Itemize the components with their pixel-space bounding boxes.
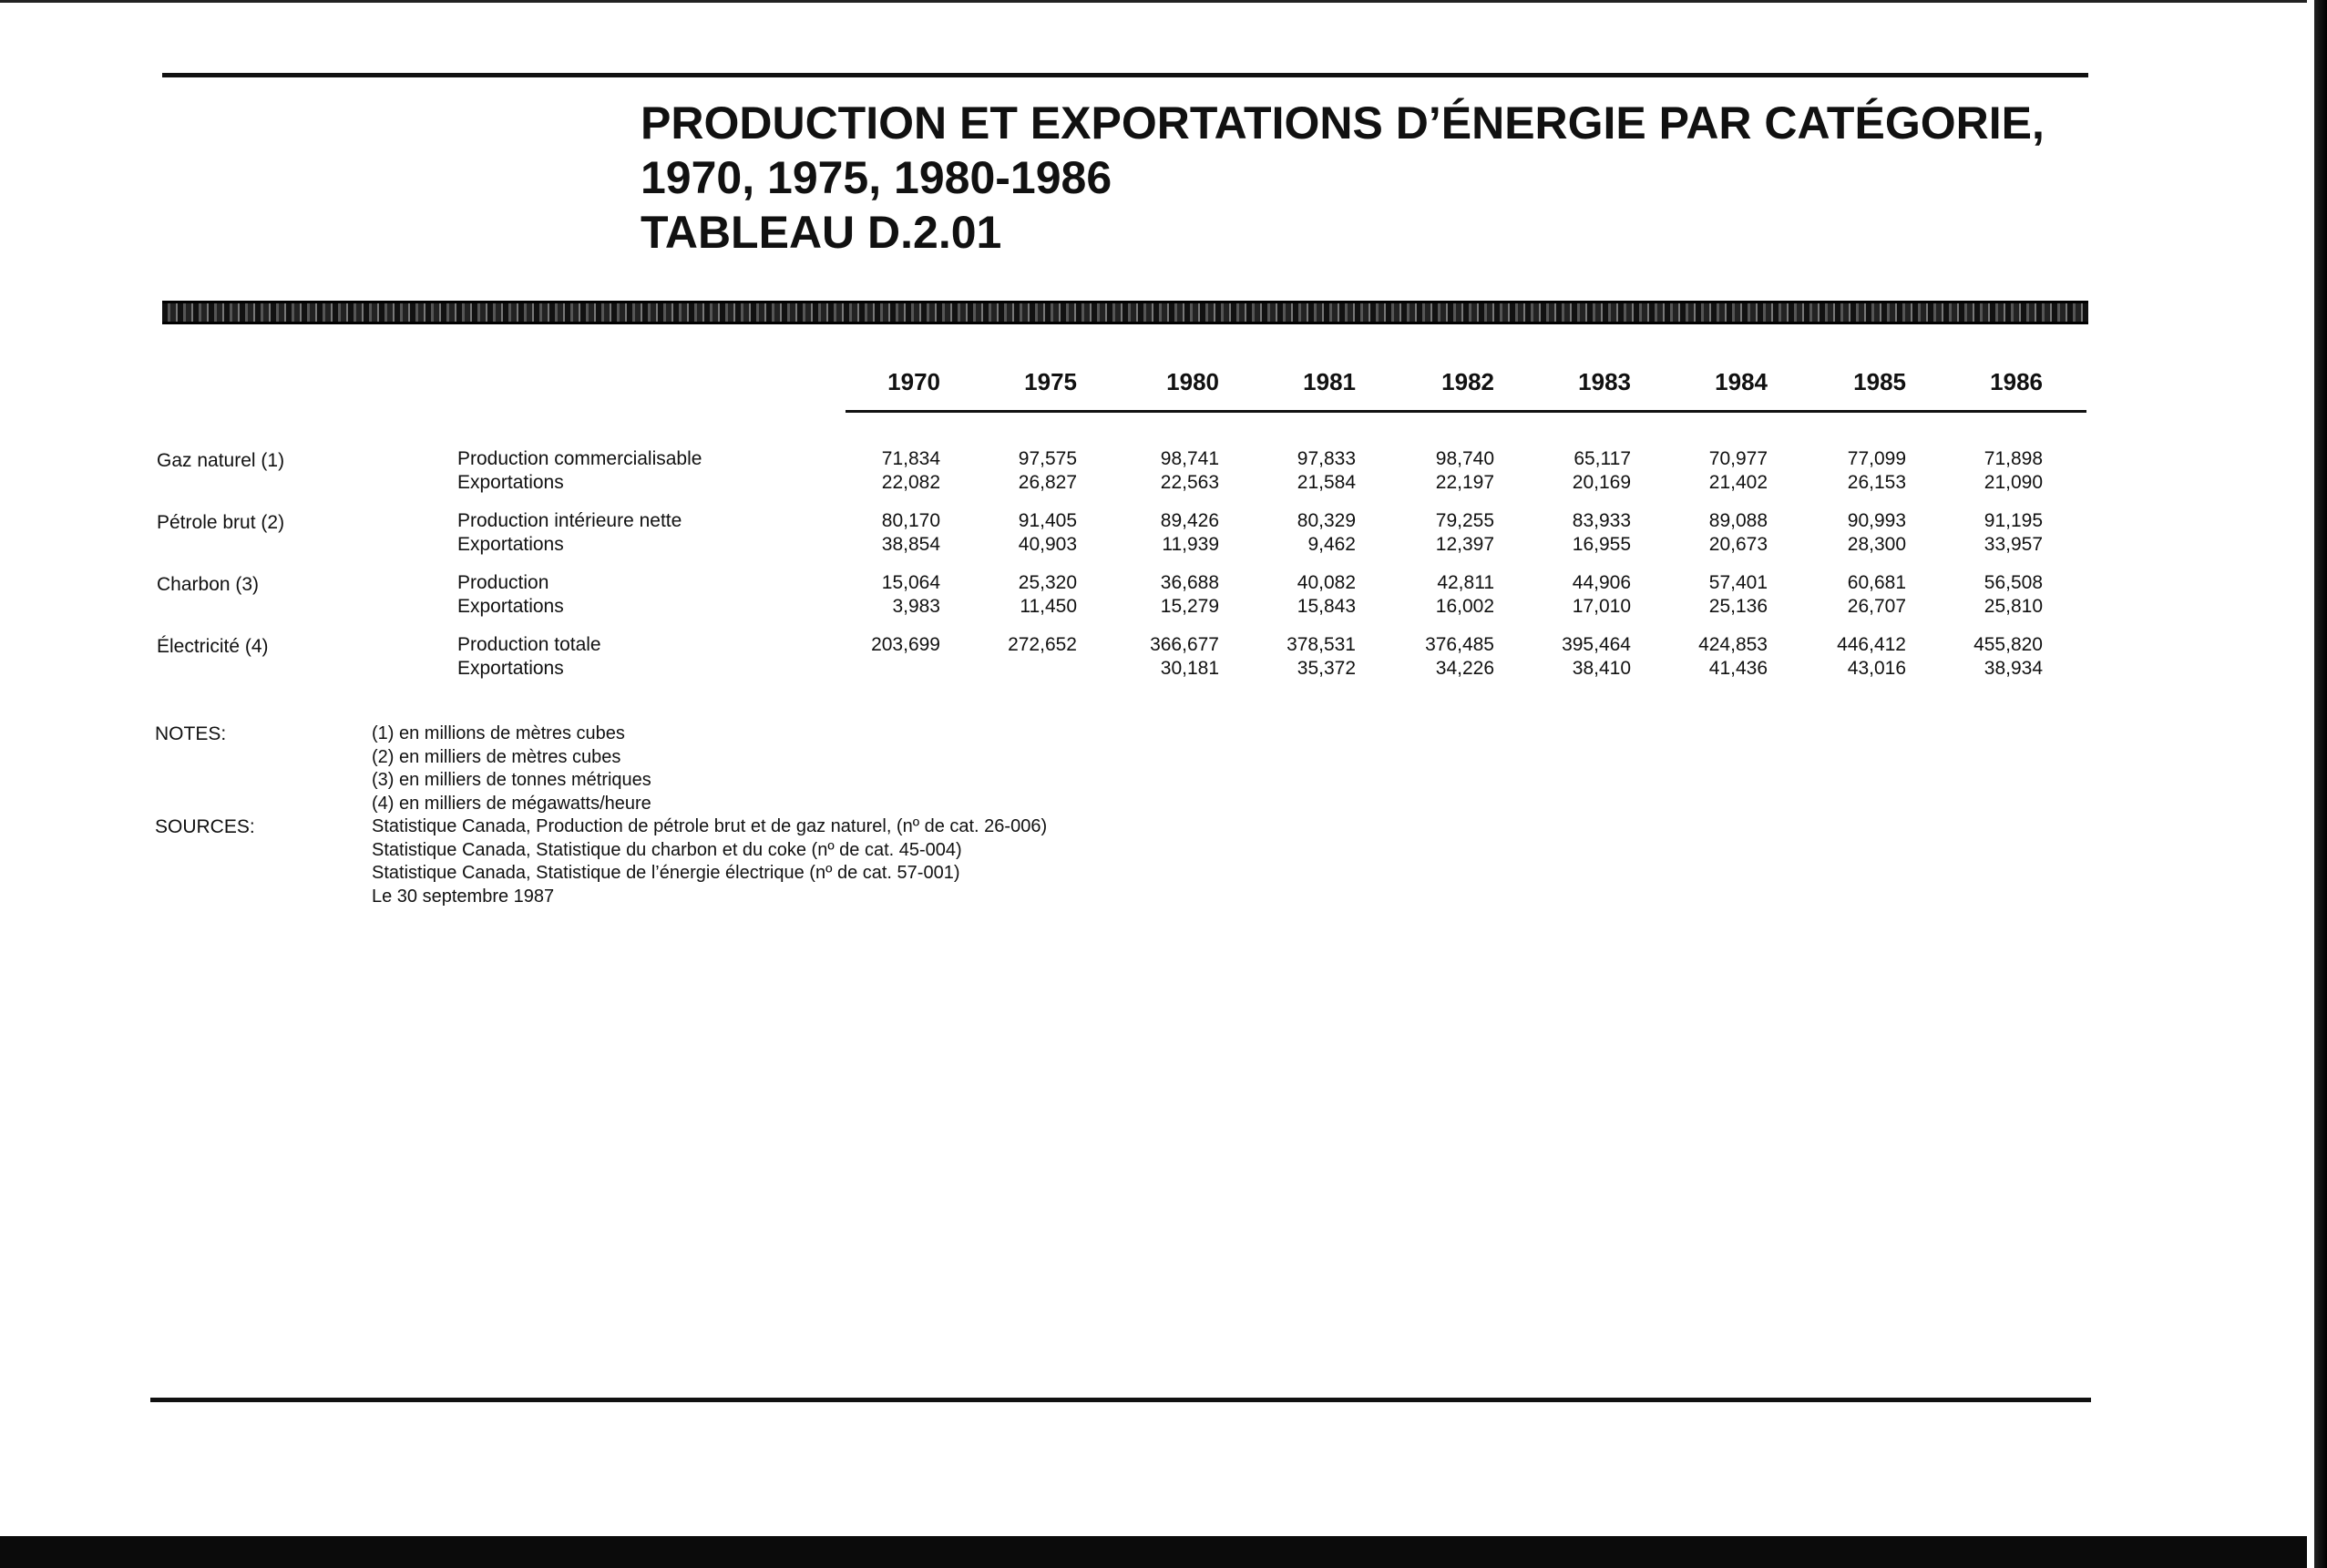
table-cell: 15,843 <box>1297 596 1356 617</box>
scan-bottom-bar <box>0 1536 2327 1568</box>
table-cell: 26,827 <box>1018 472 1077 493</box>
row-category: Gaz naturel (1) <box>157 450 285 471</box>
table-cell: 38,934 <box>1984 658 2043 679</box>
table-cell: 395,464 <box>1562 634 1631 655</box>
table-cell: 424,853 <box>1698 634 1768 655</box>
table-cell: 11,939 <box>1162 534 1219 555</box>
table-cell: 15,279 <box>1160 596 1219 617</box>
year-header: 1985 <box>1853 368 1906 395</box>
table-cell: 89,426 <box>1160 510 1219 531</box>
table-cell: 44,906 <box>1572 572 1631 593</box>
row-category: Charbon (3) <box>157 574 260 595</box>
title-line-3: TABLEAU D.2.01 <box>641 207 1002 258</box>
year-header: 1984 <box>1715 368 1768 395</box>
table-cell: 77,099 <box>1847 448 1906 469</box>
source-line: Le 30 septembre 1987 <box>372 886 555 907</box>
table-cell: 36,688 <box>1160 572 1219 593</box>
table-cell: 34,226 <box>1435 658 1494 679</box>
table-cell: 15,064 <box>881 572 940 593</box>
table-cell: 83,933 <box>1572 510 1631 531</box>
table-cell: 366,677 <box>1150 634 1219 655</box>
table-cell: 40,082 <box>1297 572 1356 593</box>
table-cell: 203,699 <box>871 634 940 655</box>
table-cell: 38,854 <box>881 534 940 555</box>
table-cell: 11,450 <box>1020 596 1077 617</box>
title-line-1: PRODUCTION ET EXPORTATIONS D’ÉNERGIE PAR CATÉGORIE, <box>641 97 2045 149</box>
table-cell: 446,412 <box>1837 634 1906 655</box>
table-cell: 65,117 <box>1574 448 1631 469</box>
year-header: 1980 <box>1166 368 1219 395</box>
table-cell: 12,397 <box>1435 534 1494 555</box>
table-cell: 28,300 <box>1847 534 1906 555</box>
table-cell: 56,508 <box>1984 572 2043 593</box>
table-cell: 42,811 <box>1437 572 1494 593</box>
table-cell: 57,401 <box>1708 572 1768 593</box>
row-category: Pétrole brut (2) <box>157 512 285 533</box>
source-line: Statistique Canada, Statistique de l’énergie électrique (nº de cat. 57-001) <box>372 863 960 883</box>
table-cell: 70,977 <box>1708 448 1768 469</box>
year-header: 1983 <box>1578 368 1631 395</box>
year-header: 1975 <box>1024 368 1077 395</box>
table-cell: 90,993 <box>1847 510 1906 531</box>
note-line: (1) en millions de mètres cubes <box>372 723 625 743</box>
notes-label: NOTES: <box>155 723 227 744</box>
note-line: (2) en milliers de mètres cubes <box>372 746 621 767</box>
table-cell: 43,016 <box>1847 658 1906 679</box>
table-cell: 3,983 <box>892 596 940 617</box>
table-cell: 16,955 <box>1572 534 1631 555</box>
table-cell: 97,575 <box>1018 448 1077 469</box>
table-cell: 91,195 <box>1984 510 2043 531</box>
table-cell: 21,090 <box>1984 472 2043 493</box>
table-cell: 22,082 <box>881 472 940 493</box>
table-cell: 40,903 <box>1018 534 1077 555</box>
year-header: 1970 <box>887 368 940 395</box>
row-label: Production intérieure nette <box>457 510 682 531</box>
row-label: Exportations <box>457 658 564 679</box>
table-cell: 98,741 <box>1160 448 1219 469</box>
table-cell: 38,410 <box>1572 658 1631 679</box>
table-cell: 25,136 <box>1708 596 1768 617</box>
table-cell: 20,673 <box>1708 534 1768 555</box>
table-cell: 60,681 <box>1847 572 1906 593</box>
scan-right-edge <box>2307 0 2327 1568</box>
page-top-edge <box>0 0 2327 3</box>
year-header: 1981 <box>1303 368 1356 395</box>
source-line: Statistique Canada, Production de pétrole brut et de gaz naturel, (nº de cat. 26-006) <box>372 816 1048 836</box>
table-cell: 79,255 <box>1435 510 1494 531</box>
sources-label: SOURCES: <box>155 816 255 837</box>
table-cell: 9,462 <box>1307 534 1356 555</box>
table-cell: 378,531 <box>1287 634 1356 655</box>
row-label: Production <box>457 572 549 593</box>
header-band <box>162 301 2088 324</box>
table-cell: 20,169 <box>1572 472 1631 493</box>
table-cell: 21,584 <box>1297 472 1356 493</box>
table-cell: 22,197 <box>1435 472 1494 493</box>
table-cell: 80,170 <box>881 510 940 531</box>
table-cell: 71,898 <box>1984 448 2043 469</box>
row-label: Exportations <box>457 472 564 493</box>
title-line-2: 1970, 1975, 1980-1986 <box>641 152 1112 203</box>
table-cell: 71,834 <box>881 448 940 469</box>
table-cell: 98,740 <box>1435 448 1494 469</box>
table-cell: 91,405 <box>1018 510 1077 531</box>
table-cell: 41,436 <box>1708 658 1768 679</box>
table-cell: 89,088 <box>1708 510 1768 531</box>
table-cell: 272,652 <box>1008 634 1077 655</box>
table-cell: 35,372 <box>1297 658 1356 679</box>
bottom-rule <box>150 1398 2091 1402</box>
row-label: Production totale <box>457 634 601 655</box>
table-cell: 97,833 <box>1297 448 1356 469</box>
year-header: 1982 <box>1441 368 1494 395</box>
table-cell: 16,002 <box>1435 596 1494 617</box>
source-line: Statistique Canada, Statistique du charbon et du coke (nº de cat. 45-004) <box>372 839 962 860</box>
header-underline <box>846 410 2086 413</box>
table-cell: 21,402 <box>1708 472 1768 493</box>
table-cell: 26,153 <box>1847 472 1906 493</box>
year-header: 1986 <box>1990 368 2043 395</box>
table-cell: 80,329 <box>1297 510 1356 531</box>
top-rule <box>162 73 2088 77</box>
table-cell: 30,181 <box>1160 658 1219 679</box>
table-cell: 455,820 <box>1973 634 2043 655</box>
table-cell: 17,010 <box>1572 596 1631 617</box>
table-cell: 33,957 <box>1984 534 2043 555</box>
row-label: Production commercialisable <box>457 448 702 469</box>
row-label: Exportations <box>457 534 564 555</box>
table-cell: 376,485 <box>1425 634 1494 655</box>
table-cell: 25,810 <box>1984 596 2043 617</box>
table-cell: 22,563 <box>1160 472 1219 493</box>
row-category: Électricité (4) <box>157 636 269 657</box>
note-line: (4) en milliers de mégawatts/heure <box>372 793 651 814</box>
row-label: Exportations <box>457 596 564 617</box>
note-line: (3) en milliers de tonnes métriques <box>372 770 651 790</box>
table-cell: 25,320 <box>1018 572 1077 593</box>
page-title <box>641 96 2045 260</box>
table-cell: 26,707 <box>1847 596 1906 617</box>
